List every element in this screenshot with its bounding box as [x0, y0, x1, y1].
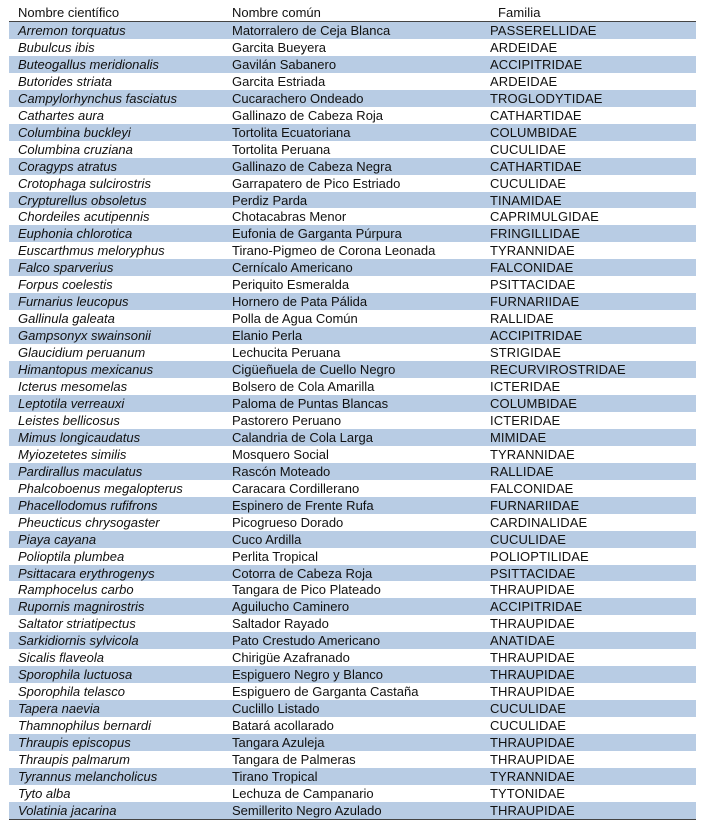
family-cell: ACCIPITRIDAE	[490, 599, 583, 615]
family-cell: CATHARTIDAE	[490, 158, 582, 174]
table-row	[9, 225, 696, 242]
scientific-name-cell: Thraupis episcopus	[18, 735, 131, 751]
family-cell: CUCULIDAE	[490, 531, 567, 547]
scientific-name-cell: Euphonia chlorotica	[18, 226, 133, 242]
common-name-cell: Garcita Bueyera	[232, 39, 326, 55]
table-row	[9, 141, 696, 158]
table-row	[9, 649, 696, 666]
table-row	[9, 581, 696, 598]
common-name-cell: Eufonia de Garganta Púrpura	[232, 226, 402, 242]
scientific-name-cell: Buteogallus meridionalis	[18, 56, 159, 72]
family-cell: RALLIDAE	[490, 311, 554, 327]
table-header-row	[9, 4, 696, 22]
family-cell: CUCULIDAE	[490, 701, 567, 717]
table-row	[9, 565, 696, 582]
scientific-name-cell: Icterus mesomelas	[18, 379, 128, 395]
table-row	[9, 73, 696, 90]
table-row	[9, 378, 696, 395]
common-name-cell: Espinero de Frente Rufa	[232, 497, 374, 513]
scientific-name-cell: Glaucidium peruanum	[18, 345, 146, 361]
table-row	[9, 310, 696, 327]
scientific-name-cell: Saltator striatipectus	[18, 616, 136, 632]
family-cell: PASSERELLIDAE	[490, 23, 597, 38]
common-name-cell: Cuclillo Listado	[232, 701, 320, 717]
common-name-cell: Cucarachero Ondeado	[232, 90, 364, 106]
family-cell: STRIGIDAE	[490, 345, 561, 361]
family-cell: CAPRIMULGIDAE	[490, 209, 599, 225]
common-name-cell: Matorralero de Ceja Blanca	[232, 23, 391, 38]
family-cell: THRAUPIDAE	[490, 650, 575, 666]
family-cell: CARDINALIDAE	[490, 514, 588, 530]
common-name-cell: Gavilán Sabanero	[232, 56, 337, 72]
scientific-name-cell: Chordeiles acutipennis	[18, 209, 150, 225]
table-body	[9, 22, 696, 819]
family-cell: ARDEIDAE	[490, 73, 558, 89]
common-name-cell: Aguilucho Caminero	[232, 599, 350, 615]
common-name-cell: Mosquero Social	[232, 446, 329, 462]
scientific-name-cell: Himantopus mexicanus	[18, 362, 154, 378]
common-name-cell: Hornero de Pata Pálida	[232, 294, 368, 310]
family-cell: THRAUPIDAE	[490, 582, 575, 598]
table-bottom-rule	[9, 819, 696, 820]
common-name-cell: Pato Crestudo Americano	[232, 633, 381, 649]
table-row	[9, 785, 696, 802]
table-row	[9, 124, 696, 141]
common-name-cell: Picogrueso Dorado	[232, 514, 344, 530]
family-cell: THRAUPIDAE	[490, 735, 575, 751]
table-row	[9, 395, 696, 412]
family-cell: ACCIPITRIDAE	[490, 56, 583, 72]
table-row	[9, 548, 696, 565]
family-cell: TYTONIDAE	[490, 785, 566, 801]
family-cell: TYRANNIDAE	[490, 768, 575, 784]
table-row	[9, 514, 696, 531]
scientific-name-cell: Pardirallus maculatus	[18, 463, 143, 479]
scientific-name-cell: Tyto alba	[18, 785, 71, 801]
family-cell: ICTERIDAE	[490, 412, 561, 428]
family-cell: TYRANNIDAE	[490, 446, 575, 462]
table-row	[9, 107, 696, 124]
family-cell: THRAUPIDAE	[490, 616, 575, 632]
family-cell: TYRANNIDAE	[490, 243, 575, 259]
common-name-cell: Gallinazo de Cabeza Negra	[232, 158, 392, 174]
common-name-cell: Perlita Tropical	[232, 548, 318, 564]
family-cell: CUCULIDAE	[490, 141, 567, 157]
scientific-name-cell: Leptotila verreauxi	[18, 395, 125, 411]
common-name-cell: Chirigüe Azafranado	[232, 650, 350, 666]
family-cell: PSITTACIDAE	[490, 565, 576, 581]
scientific-name-cell: Sicalis flaveola	[18, 650, 104, 666]
table-row	[9, 446, 696, 463]
table-row	[9, 768, 696, 785]
species-table	[9, 4, 696, 820]
scientific-name-cell: Furnarius leucopus	[18, 294, 129, 310]
table-row	[9, 683, 696, 700]
header-common-name: Nombre común	[232, 5, 321, 20]
family-cell: THRAUPIDAE	[490, 802, 575, 818]
table-row	[9, 429, 696, 446]
scientific-name-cell: Coragyps atratus	[18, 158, 117, 174]
family-cell: THRAUPIDAE	[490, 667, 575, 683]
family-cell: MIMIDAE	[490, 429, 547, 445]
scientific-name-cell: Arremon torquatus	[18, 23, 126, 38]
family-cell: RECURVIROSTRIDAE	[490, 362, 626, 378]
scientific-name-cell: Volatinia jacarina	[18, 802, 117, 818]
family-cell: POLIOPTILIDAE	[490, 548, 589, 564]
table-row	[9, 158, 696, 175]
scientific-name-cell: Columbina buckleyi	[18, 124, 131, 140]
table-row	[9, 276, 696, 293]
table-row	[9, 242, 696, 259]
common-name-cell: Tortolita Ecuatoriana	[232, 124, 351, 140]
common-name-cell: Chotacabras Menor	[232, 209, 347, 225]
family-cell: CUCULIDAE	[490, 718, 567, 734]
common-name-cell: Elanio Perla	[232, 328, 303, 344]
common-name-cell: Saltador Rayado	[232, 616, 329, 632]
common-name-cell: Polla de Agua Común	[232, 311, 358, 327]
common-name-cell: Tortolita Peruana	[232, 141, 331, 157]
scientific-name-cell: Euscarthmus meloryphus	[18, 243, 165, 259]
table-row	[9, 208, 696, 225]
family-cell: FRINGILLIDAE	[490, 226, 581, 242]
table-row	[9, 700, 696, 717]
common-name-cell: Bolsero de Cola Amarilla	[232, 379, 375, 395]
family-cell: CUCULIDAE	[490, 175, 567, 191]
scientific-name-cell: Pheucticus chrysogaster	[18, 514, 160, 530]
table-row	[9, 39, 696, 56]
scientific-name-cell: Tapera naevia	[18, 701, 100, 717]
common-name-cell: Perdiz Parda	[232, 192, 308, 208]
scientific-name-cell: Gampsonyx swainsonii	[18, 328, 151, 344]
table-row	[9, 480, 696, 497]
scientific-name-cell: Psittacara erythrogenys	[18, 565, 155, 581]
common-name-cell: Cigüeñuela de Cuello Negro	[232, 362, 396, 378]
table-row	[9, 192, 696, 209]
table-row	[9, 412, 696, 429]
common-name-cell: Semillerito Negro Azulado	[232, 802, 382, 818]
scientific-name-cell: Gallinula galeata	[18, 311, 115, 327]
family-cell: FALCONIDAE	[490, 480, 574, 496]
scientific-name-cell: Cathartes aura	[18, 107, 104, 123]
family-cell: RALLIDAE	[490, 463, 554, 479]
scientific-name-cell: Ramphocelus carbo	[18, 582, 134, 598]
scientific-name-cell: Sporophila luctuosa	[18, 667, 133, 683]
scientific-name-cell: Rupornis magnirostris	[18, 599, 145, 615]
common-name-cell: Tirano Tropical	[232, 768, 318, 784]
common-name-cell: Espiguero de Garganta Castaña	[232, 684, 419, 700]
scientific-name-cell: Sarkidiornis sylvicola	[18, 633, 139, 649]
scientific-name-cell: Butorides striata	[18, 73, 112, 89]
table-row	[9, 175, 696, 192]
common-name-cell: Cotorra de Cabeza Roja	[232, 565, 373, 581]
scientific-name-cell: Leistes bellicosus	[18, 412, 120, 428]
family-cell: ICTERIDAE	[490, 379, 561, 395]
family-cell: ACCIPITRIDAE	[490, 328, 583, 344]
table-row	[9, 666, 696, 683]
scientific-name-cell: Sporophila telasco	[18, 684, 125, 700]
common-name-cell: Tangara de Pico Plateado	[232, 582, 381, 598]
common-name-cell: Periquito Esmeralda	[232, 277, 350, 293]
scientific-name-cell: Crypturellus obsoletus	[18, 192, 147, 208]
scientific-name-cell: Phalcoboenus megalopterus	[18, 480, 183, 496]
common-name-cell: Lechuza de Campanario	[232, 785, 374, 801]
table-row	[9, 56, 696, 73]
table-row	[9, 361, 696, 378]
table-row	[9, 90, 696, 107]
table-row	[9, 259, 696, 276]
family-cell: TINAMIDAE	[490, 192, 562, 208]
table-row	[9, 751, 696, 768]
common-name-cell: Espiguero Negro y Blanco	[232, 667, 384, 683]
table-row	[9, 717, 696, 734]
scientific-name-cell: Phacellodomus rufifrons	[18, 497, 158, 513]
header-family: Familia	[498, 5, 541, 20]
common-name-cell: Batará acollarado	[232, 718, 334, 734]
family-cell: FURNARIIDAE	[490, 294, 580, 310]
table-row	[9, 632, 696, 649]
table-row	[9, 344, 696, 361]
common-name-cell: Pastorero Peruano	[232, 412, 342, 428]
table-row	[9, 531, 696, 548]
scientific-name-cell: Crotophaga sulcirostris	[18, 175, 151, 191]
scientific-name-cell: Falco sparverius	[18, 260, 114, 276]
scientific-name-cell: Polioptila plumbea	[18, 548, 125, 564]
common-name-cell: Paloma de Puntas Blancas	[232, 395, 389, 411]
common-name-cell: Caracara Cordillerano	[232, 480, 360, 496]
table-row	[9, 463, 696, 480]
table-row	[9, 734, 696, 751]
table-row	[9, 22, 696, 39]
common-name-cell: Cuco Ardilla	[232, 531, 302, 547]
common-name-cell: Calandria de Cola Larga	[232, 429, 373, 445]
family-cell: FURNARIIDAE	[490, 497, 580, 513]
family-cell: ANATIDAE	[490, 633, 555, 649]
common-name-cell: Tangara de Palmeras	[232, 751, 356, 767]
family-cell: THRAUPIDAE	[490, 751, 575, 767]
family-cell: COLUMBIDAE	[490, 395, 577, 411]
scientific-name-cell: Forpus coelestis	[18, 277, 113, 293]
scientific-name-cell: Thamnophilus bernardi	[18, 718, 151, 734]
table-row	[9, 615, 696, 632]
family-cell: THRAUPIDAE	[490, 684, 575, 700]
family-cell: FALCONIDAE	[490, 260, 574, 276]
family-cell: CATHARTIDAE	[490, 107, 582, 123]
scientific-name-cell: Myiozetetes similis	[18, 446, 127, 462]
header-scientific-name: Nombre científico	[18, 5, 120, 20]
table-row	[9, 293, 696, 310]
common-name-cell: Lechucita Peruana	[232, 345, 341, 361]
common-name-cell: Garrapatero de Pico Estriado	[232, 175, 401, 191]
scientific-name-cell: Mimus longicaudatus	[18, 429, 141, 445]
common-name-cell: Tangara Azuleja	[232, 735, 325, 751]
family-cell: ARDEIDAE	[490, 39, 558, 55]
common-name-cell: Gallinazo de Cabeza Roja	[232, 107, 384, 123]
scientific-name-cell: Campylorhynchus fasciatus	[18, 90, 177, 106]
scientific-name-cell: Piaya cayana	[18, 531, 97, 547]
table-row	[9, 327, 696, 344]
table-row	[9, 497, 696, 514]
scientific-name-cell: Columbina cruziana	[18, 141, 133, 157]
scientific-name-cell: Bubulcus ibis	[18, 39, 95, 55]
common-name-cell: Garcita Estriada	[232, 73, 326, 89]
family-cell: PSITTACIDAE	[490, 277, 576, 293]
common-name-cell: Rascón Moteado	[232, 463, 331, 479]
table-row	[9, 598, 696, 615]
scientific-name-cell: Tyrannus melancholicus	[18, 768, 158, 784]
family-cell: TROGLODYTIDAE	[490, 90, 603, 106]
common-name-cell: Cernícalo Americano	[232, 260, 353, 276]
family-cell: COLUMBIDAE	[490, 124, 577, 140]
common-name-cell: Tirano-Pigmeo de Corona Leonada	[232, 243, 436, 259]
scientific-name-cell: Thraupis palmarum	[18, 751, 130, 767]
table-row	[9, 802, 696, 819]
